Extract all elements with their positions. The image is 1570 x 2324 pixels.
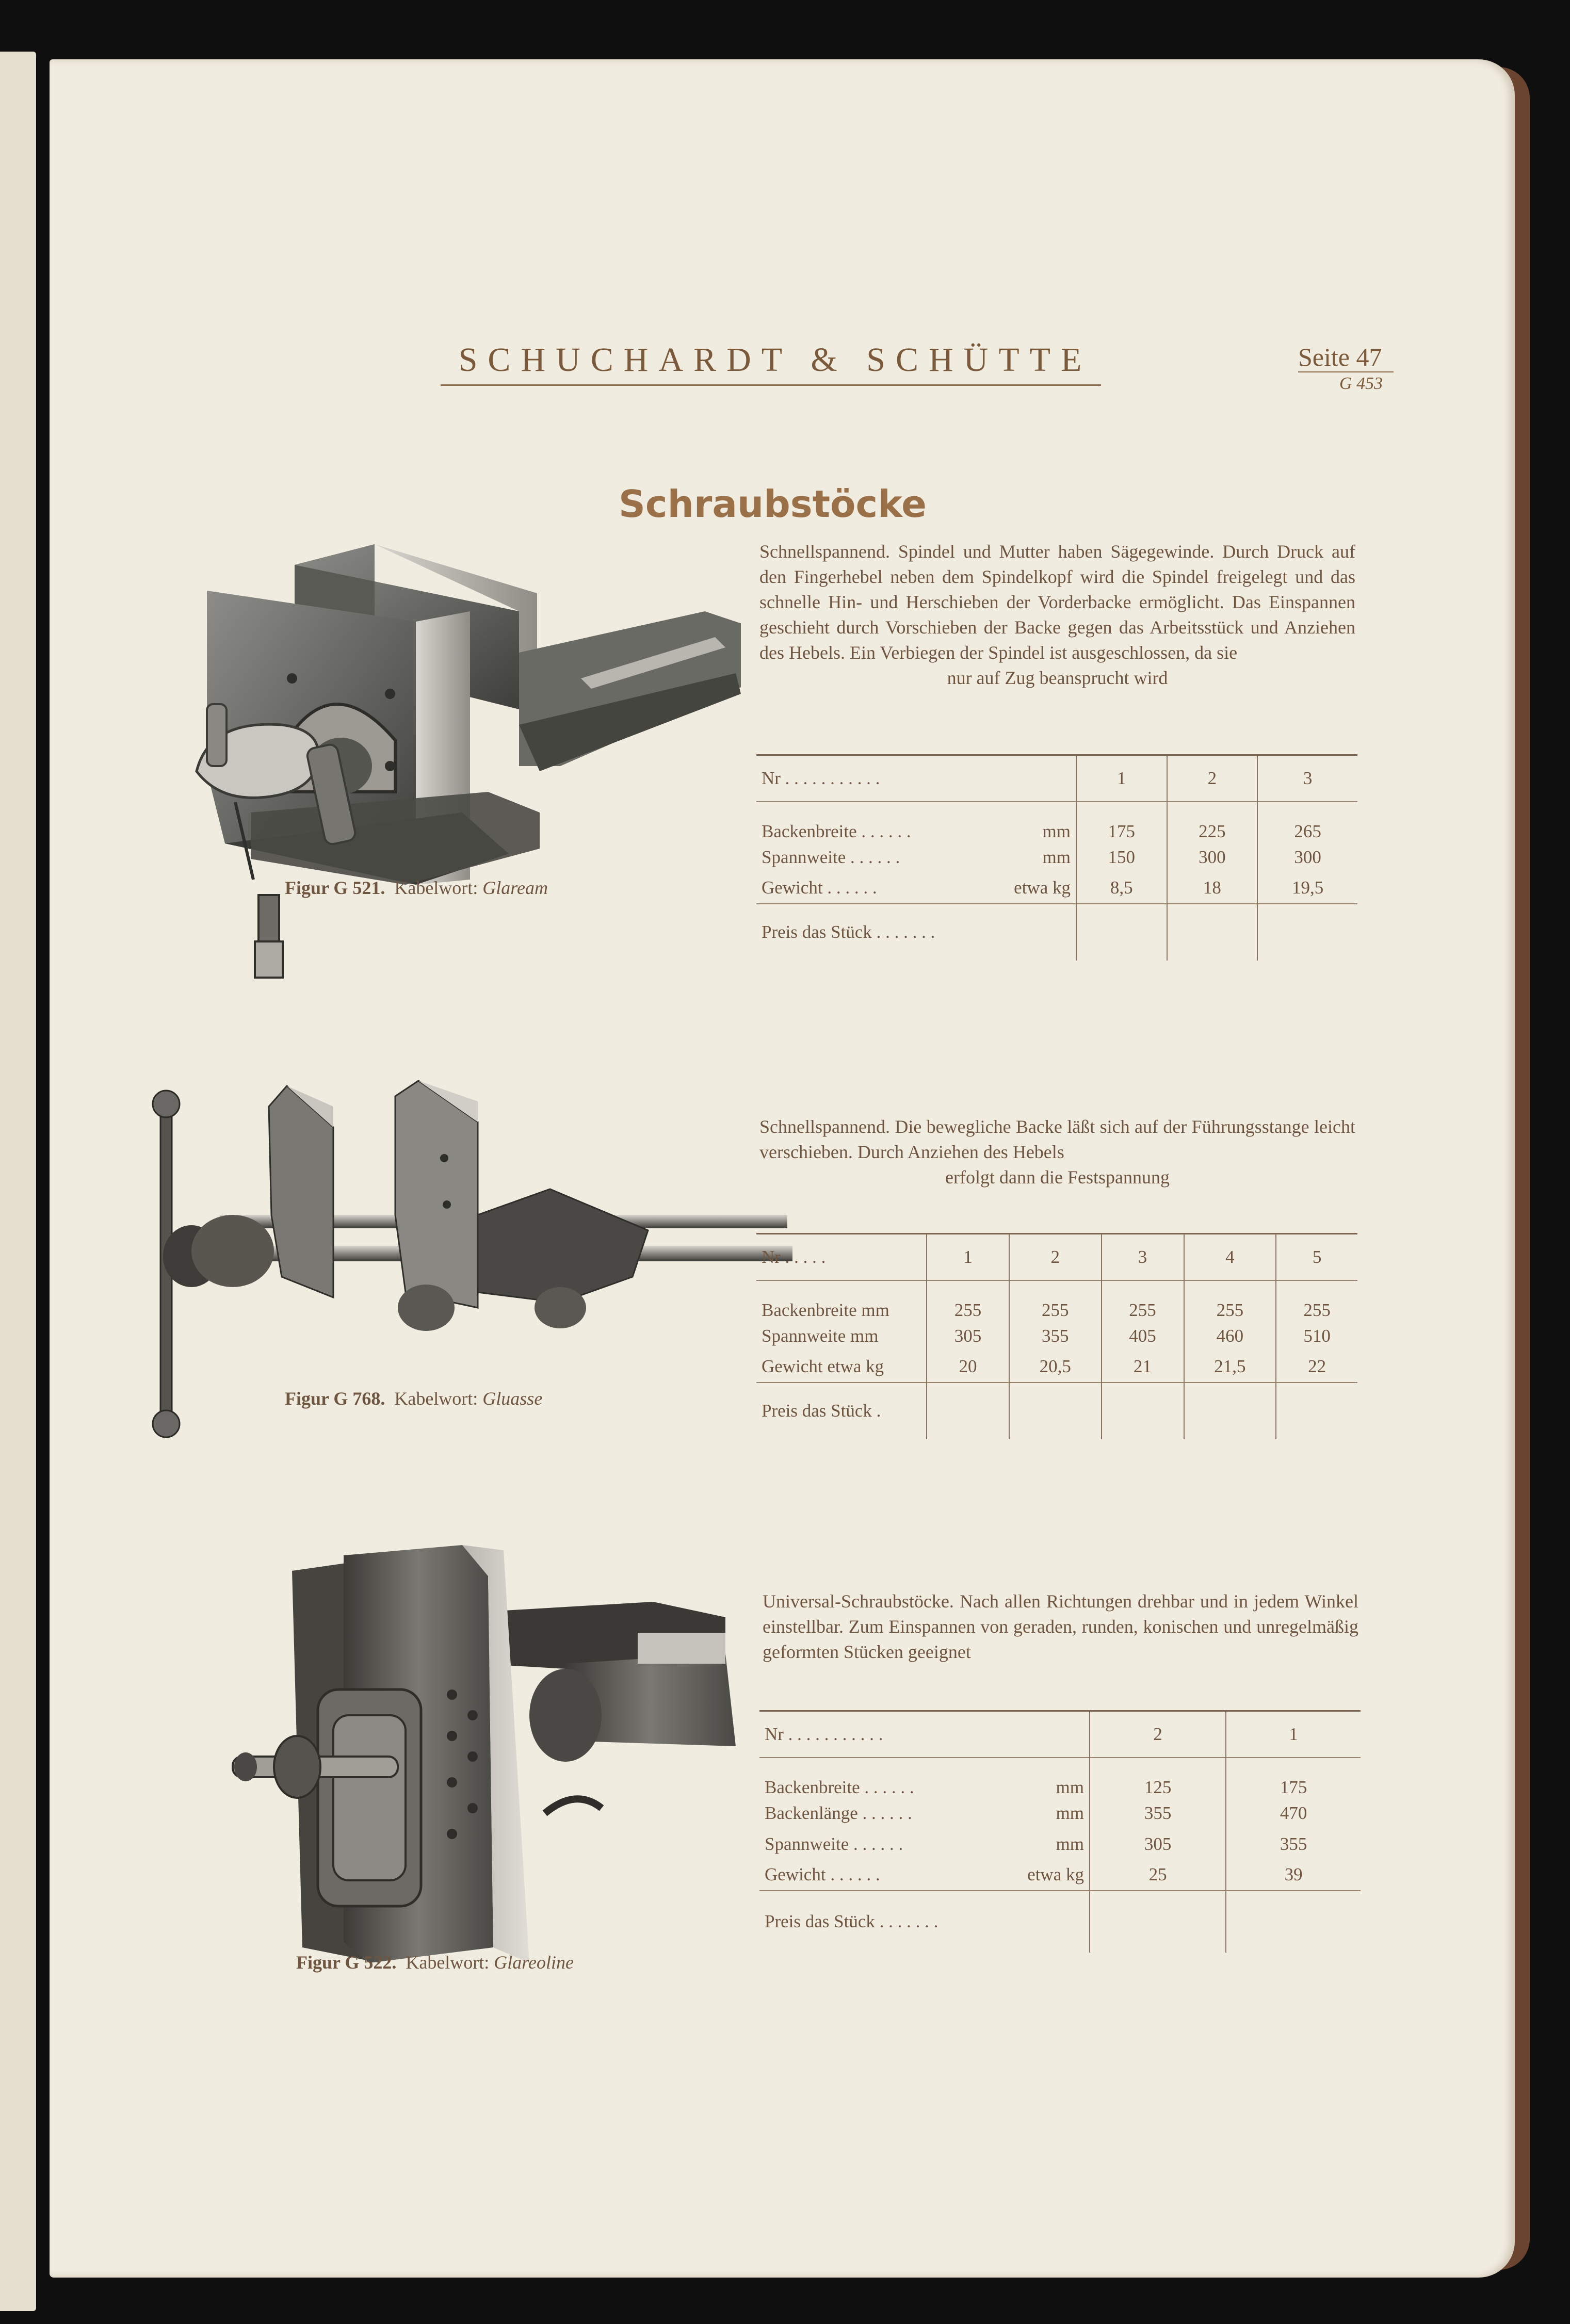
- nr-label: Nr . . . . .: [756, 1234, 927, 1280]
- table-cell: 22: [1276, 1352, 1357, 1383]
- table-cell: 255: [927, 1280, 1009, 1321]
- price-label: Preis das Stück .: [756, 1383, 927, 1439]
- table-cell: 255: [1184, 1280, 1276, 1321]
- table-cell: 255: [1102, 1280, 1184, 1321]
- table-row: [756, 1280, 1357, 1321]
- row-unit: mm: [1042, 847, 1071, 867]
- col-header: 1: [1226, 1711, 1361, 1758]
- table-cell: 20: [927, 1352, 1009, 1383]
- row-unit: mm: [1042, 821, 1071, 841]
- left-page-edge: [0, 52, 36, 2311]
- spec-table-g768: [756, 1233, 1357, 1439]
- page: [50, 59, 1515, 2278]
- price-label: Preis das Stück . . . . . . .: [756, 904, 1076, 961]
- table-cell: 305: [927, 1321, 1009, 1352]
- table-row: [759, 1758, 1361, 1798]
- table-cell: 255: [1276, 1280, 1357, 1321]
- row-label: Gewicht . . . . . .: [765, 1864, 880, 1884]
- table-cell: 20,5: [1009, 1352, 1102, 1383]
- figure-caption-g521: [285, 877, 548, 899]
- price-row: [756, 904, 1357, 961]
- table-cell: 225: [1167, 802, 1258, 842]
- spec-table-g521: [756, 754, 1357, 961]
- table-cell: 18: [1167, 873, 1258, 904]
- table-cell: 125: [1090, 1758, 1226, 1798]
- table-cell: 39: [1226, 1860, 1361, 1891]
- table-cell: 8,5: [1076, 873, 1167, 904]
- table-cell: 300: [1167, 842, 1258, 873]
- row-label: Spannweite . . . . . .: [762, 847, 900, 867]
- table-cell: 355: [1090, 1798, 1226, 1829]
- price-cell: [1276, 1383, 1357, 1439]
- table-cell: 150: [1076, 842, 1167, 873]
- row-label: Spannweite mm: [762, 1325, 879, 1346]
- table-header-row: [756, 755, 1357, 802]
- row-label: Backenlänge . . . . . .: [765, 1802, 912, 1823]
- page-number-rule: [1298, 371, 1394, 372]
- table-cell: 355: [1009, 1321, 1102, 1352]
- col-header: 3: [1102, 1234, 1184, 1280]
- row-unit: mm: [1056, 1833, 1084, 1854]
- table-header-row: [759, 1711, 1361, 1758]
- header-rule: [441, 384, 1101, 386]
- table-row: [756, 1321, 1357, 1352]
- description-g521: [759, 539, 1355, 691]
- description-text-last: erfolgt dann die Festspannung: [945, 1167, 1170, 1188]
- vise-illustration-g521: [148, 524, 741, 988]
- price-cell: [1076, 904, 1167, 961]
- table-row: [759, 1798, 1361, 1829]
- price-row: [759, 1891, 1361, 1953]
- table-cell: 355: [1226, 1829, 1361, 1860]
- cable-label: Kabelwort:: [406, 1952, 490, 1973]
- col-header: 2: [1090, 1711, 1226, 1758]
- row-label: Backenbreite . . . . . .: [762, 821, 911, 841]
- table-cell: 300: [1257, 842, 1357, 873]
- cable-label: Kabelwort:: [394, 877, 478, 898]
- row-label: Backenbreite . . . . . .: [765, 1777, 914, 1797]
- table-row: [759, 1829, 1361, 1860]
- price-cell: [927, 1383, 1009, 1439]
- figure-label: Figur G 521.: [285, 877, 385, 898]
- description-g522: [763, 1589, 1358, 1665]
- figure-caption-g768: [285, 1388, 542, 1409]
- page-number: Seite 47: [1298, 343, 1382, 371]
- cable-word: Glaream: [482, 877, 548, 898]
- table-cell: 175: [1076, 802, 1167, 842]
- table-header-row: [756, 1234, 1357, 1280]
- row-unit: mm: [1056, 1777, 1084, 1797]
- spec-table-g522: [759, 1710, 1361, 1953]
- description-g768: [759, 1114, 1355, 1190]
- table-row: [756, 1352, 1357, 1383]
- price-cell: [1090, 1891, 1226, 1953]
- row-unit: etwa kg: [1014, 877, 1071, 898]
- figure-label: Figur G 522.: [296, 1952, 397, 1973]
- cable-label: Kabelwort:: [394, 1388, 478, 1409]
- table-cell: 305: [1090, 1829, 1226, 1860]
- nr-label: Nr . . . . . . . . . . .: [759, 1711, 1090, 1758]
- price-cell: [1184, 1383, 1276, 1439]
- row-label: Backenbreite mm: [756, 1280, 927, 1321]
- header-firm-name: SCHUCHARDT & SCHÜTTE: [458, 341, 1092, 379]
- price-cell: [1226, 1891, 1361, 1953]
- figure-caption-g522: [296, 1952, 574, 1973]
- table-row: [756, 842, 1357, 873]
- table-cell: 470: [1226, 1798, 1361, 1829]
- description-text: Universal-Schraubstöcke. Nach allen Richtungen drehbar und in jedem Winkel einstellbar. Zum Einspannen von geraden, runden, konischen und unregelmäßig geformten Stücken geeignet: [763, 1591, 1358, 1662]
- col-header: 2: [1167, 755, 1258, 802]
- table-cell: 19,5: [1257, 873, 1357, 904]
- col-header: 1: [1076, 755, 1167, 802]
- price-cell: [1167, 904, 1258, 961]
- row-label: Gewicht . . . . . .: [762, 877, 877, 898]
- table-cell: 265: [1257, 802, 1357, 842]
- description-text: Schnellspannend. Die bewegliche Backe läßt sich auf der Führungsstange leicht verschieben. Durch Anziehen des Hebels: [759, 1116, 1355, 1162]
- table-cell: 510: [1276, 1321, 1357, 1352]
- price-cell: [1257, 904, 1357, 961]
- price-cell: [1102, 1383, 1184, 1439]
- col-header: 2: [1009, 1234, 1102, 1280]
- table-row: [756, 873, 1357, 904]
- table-cell: 21: [1102, 1352, 1184, 1383]
- description-text: Schnellspannend. Spindel und Mutter haben Sägegewinde. Durch Druck auf den Fingerhebel neben dem Spindelkopf wird die Spindel freigelegt und das schnelle Hin- und Herschieben der Vorderbacke ermöglicht. Das Einspannen geschieht durch Vorschieben der Backe gegen das Arbeitsstück und Anziehen des Hebels. Ein Verbiegen der Spindel ist ausgeschlossen, da sie: [759, 541, 1355, 663]
- vise-illustration-g522: [173, 1499, 751, 1984]
- description-text-last: nur auf Zug beansprucht wird: [947, 668, 1168, 688]
- cable-word: Glareoline: [494, 1952, 574, 1973]
- col-header: 3: [1257, 755, 1357, 802]
- table-cell: 25: [1090, 1860, 1226, 1891]
- nr-label: Nr . . . . . . . . . . .: [756, 755, 1076, 802]
- page-title: Schraubstöcke: [619, 482, 927, 526]
- table-row: [756, 802, 1357, 842]
- table-cell: 460: [1184, 1321, 1276, 1352]
- table-cell: 21,5: [1184, 1352, 1276, 1383]
- table-cell: 405: [1102, 1321, 1184, 1352]
- col-header: 5: [1276, 1234, 1357, 1280]
- price-cell: [1009, 1383, 1102, 1439]
- col-header: 1: [927, 1234, 1009, 1280]
- cable-word: Gluasse: [482, 1388, 543, 1409]
- table-cell: 255: [1009, 1280, 1102, 1321]
- price-row: [756, 1383, 1357, 1439]
- col-header: 4: [1184, 1234, 1276, 1280]
- row-unit: etwa kg: [1027, 1864, 1084, 1884]
- row-label: Spannweite . . . . . .: [765, 1833, 903, 1854]
- price-label: Preis das Stück . . . . . . .: [759, 1891, 1090, 1953]
- row-unit: mm: [1056, 1802, 1084, 1823]
- figure-label: Figur G 768.: [285, 1388, 385, 1409]
- table-cell: 175: [1226, 1758, 1361, 1798]
- row-label: Gewicht etwa kg: [762, 1356, 884, 1376]
- page-code: G 453: [1339, 374, 1383, 393]
- table-row: [759, 1860, 1361, 1891]
